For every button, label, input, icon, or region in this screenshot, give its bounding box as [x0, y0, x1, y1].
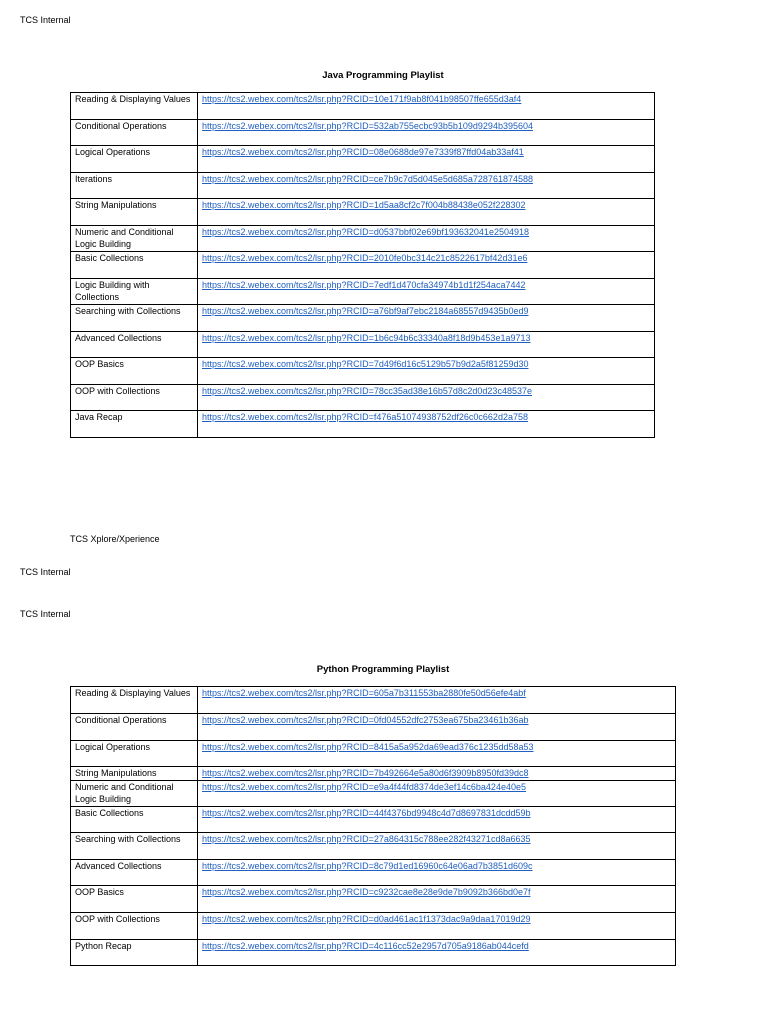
- topic-cell: Logical Operations: [71, 146, 198, 173]
- link-cell: [198, 278, 655, 305]
- table-row: [71, 199, 655, 226]
- link-cell: [198, 252, 655, 279]
- recording-link[interactable]: https://tcs2.webex.com/tcs2/lsr.php?RCID=e9a4f44fd8374de3ef14c6ba424e40e5: [202, 782, 526, 792]
- topic-cell: Advanced Collections: [71, 331, 198, 358]
- topic-cell: Reading & Displaying Values: [71, 93, 198, 120]
- recording-link[interactable]: https://tcs2.webex.com/tcs2/lsr.php?RCID=8415a5a952da69ead376c1235dd58a53: [202, 742, 534, 752]
- table-row: [71, 807, 676, 833]
- footer-internal-label: TCS Internal: [20, 567, 71, 577]
- link-cell: [198, 886, 676, 913]
- link-cell: [198, 119, 655, 146]
- python-playlist-table: [70, 686, 676, 966]
- recording-link[interactable]: https://tcs2.webex.com/tcs2/lsr.php?RCID=7edf1d470cfa34974b1d1f254aca7442: [202, 279, 526, 290]
- topic-cell: OOP with Collections: [71, 913, 198, 940]
- link-cell: [198, 172, 655, 199]
- table-row: [71, 358, 655, 385]
- java-playlist-title: Java Programming Playlist: [322, 70, 444, 81]
- recording-link[interactable]: https://tcs2.webex.com/tcs2/lsr.php?RCID=1b6c94b6c33340a8f18d9b453e1a9713: [202, 332, 531, 343]
- link-cell: [198, 807, 676, 833]
- link-cell: [198, 714, 676, 741]
- recording-link[interactable]: https://tcs2.webex.com/tcs2/lsr.php?RCID=27a864315c788ee282f43271cd8a6635: [202, 834, 531, 844]
- recording-link[interactable]: https://tcs2.webex.com/tcs2/lsr.php?RCID=8c79d1ed16960c64e06ad7b3851d609c: [202, 861, 533, 871]
- topic-cell: Basic Collections: [71, 807, 198, 833]
- table-row: [71, 172, 655, 199]
- recording-link[interactable]: https://tcs2.webex.com/tcs2/lsr.php?RCID=f476a51074938752df26c0c662d2a758: [202, 412, 528, 422]
- recording-link[interactable]: https://tcs2.webex.com/tcs2/lsr.php?RCID=4c116cc52e2957d705a9186ab044cefd: [202, 941, 529, 951]
- link-cell: [198, 767, 676, 781]
- recording-link[interactable]: https://tcs2.webex.com/tcs2/lsr.php?RCID=7d49f6d16c5129b57b9d2a5f81259d30: [202, 359, 529, 369]
- link-cell: [198, 860, 676, 886]
- topic-cell: Numeric and Conditional Logic Building: [71, 781, 198, 807]
- topic-cell: Advanced Collections: [71, 860, 198, 886]
- table-row: [71, 687, 676, 714]
- table-row: [71, 252, 655, 279]
- recording-link[interactable]: https://tcs2.webex.com/tcs2/lsr.php?RCID=d0537bbf02e69bf193632041e2504918: [202, 226, 529, 237]
- table-row: [71, 741, 676, 767]
- recording-link[interactable]: https://tcs2.webex.com/tcs2/lsr.php?RCID=10e171f9ab8f041b98507ffe655d3af4: [202, 94, 522, 104]
- table-row: [71, 860, 676, 886]
- table-row: [71, 833, 676, 860]
- table-row: [71, 886, 676, 913]
- recording-link[interactable]: https://tcs2.webex.com/tcs2/lsr.php?RCID=08e0688de97e7339f87ffd04ab33af41: [202, 147, 524, 157]
- recording-link[interactable]: https://tcs2.webex.com/tcs2/lsr.php?RCID=2010fe0bc314c21c8522617bf42d31e6: [202, 253, 528, 263]
- top-internal-label: TCS Internal: [20, 15, 71, 25]
- table-row: [71, 384, 655, 411]
- link-cell: [198, 93, 655, 120]
- topic-cell: Conditional Operations: [71, 119, 198, 146]
- link-cell: [198, 833, 676, 860]
- link-cell: [198, 940, 676, 966]
- recording-link[interactable]: https://tcs2.webex.com/tcs2/lsr.php?RCID=7b492664e5a80d6f3909b8950fd39dc8: [202, 768, 529, 778]
- table-row: [71, 411, 655, 438]
- topic-cell: Basic Collections: [71, 252, 198, 279]
- recording-link[interactable]: https://tcs2.webex.com/tcs2/lsr.php?RCID=a76bf9af7ebc2184a68557d9435b0ed9: [202, 306, 529, 316]
- recording-link[interactable]: https://tcs2.webex.com/tcs2/lsr.php?RCID=d0ad461ac1f1373dac9a9daa17019d29: [202, 914, 531, 924]
- topic-cell: Numeric and Conditional Logic Building: [71, 225, 198, 252]
- link-cell: [198, 146, 655, 173]
- link-cell: [198, 331, 655, 358]
- table-row: [71, 305, 655, 332]
- link-cell: [198, 411, 655, 438]
- topic-cell: String Manipulations: [71, 199, 198, 226]
- topic-cell: Reading & Displaying Values: [71, 687, 198, 714]
- table-row: [71, 940, 676, 966]
- topic-cell: OOP Basics: [71, 886, 198, 913]
- table-row: [71, 146, 655, 173]
- table-row: [71, 93, 655, 120]
- link-cell: [198, 225, 655, 252]
- table-row: [71, 714, 676, 741]
- topic-cell: Searching with Collections: [71, 833, 198, 860]
- python-playlist-body: [71, 687, 676, 966]
- recording-link[interactable]: https://tcs2.webex.com/tcs2/lsr.php?RCID=ce7b9c7d5d045e5d685a728761874588: [202, 173, 533, 184]
- recording-link[interactable]: https://tcs2.webex.com/tcs2/lsr.php?RCID=0fd04552dfc2753ea675ba23461b36ab: [202, 715, 529, 725]
- link-cell: [198, 305, 655, 332]
- table-row: [71, 767, 676, 781]
- recording-link[interactable]: https://tcs2.webex.com/tcs2/lsr.php?RCID=532ab755ecbc93b5b109d9294b395604: [202, 120, 533, 131]
- link-cell: [198, 358, 655, 385]
- topic-cell: Logic Building with Collections: [71, 278, 198, 305]
- link-cell: [198, 741, 676, 767]
- table-row: [71, 913, 676, 940]
- second-page-internal-label: TCS Internal: [20, 609, 71, 619]
- topic-cell: Iterations: [71, 172, 198, 199]
- table-row: [71, 225, 655, 252]
- table-row: [71, 119, 655, 146]
- java-playlist-table: [70, 92, 655, 438]
- recording-link[interactable]: https://tcs2.webex.com/tcs2/lsr.php?RCID=c9232cae8e28e9de7b9092b366bd0e7f: [202, 887, 531, 897]
- topic-cell: Java Recap: [71, 411, 198, 438]
- link-cell: [198, 199, 655, 226]
- java-playlist-body: [71, 93, 655, 438]
- table-row: [71, 331, 655, 358]
- python-playlist-title: Python Programming Playlist: [316, 664, 450, 675]
- topic-cell: OOP with Collections: [71, 384, 198, 411]
- topic-cell: Logical Operations: [71, 741, 198, 767]
- topic-cell: String Manipulations: [71, 767, 198, 781]
- link-cell: [198, 384, 655, 411]
- recording-link[interactable]: https://tcs2.webex.com/tcs2/lsr.php?RCID=1d5aa8cf2c7f004b88438e052f228302: [202, 200, 526, 210]
- recording-link[interactable]: https://tcs2.webex.com/tcs2/lsr.php?RCID=44f4376bd9948c4d7d8697831dcdd59b: [202, 808, 531, 818]
- topic-cell: Python Recap: [71, 940, 198, 966]
- recording-link[interactable]: https://tcs2.webex.com/tcs2/lsr.php?RCID=78cc35ad38e16b57d8c2d0d23c48537e: [202, 385, 532, 396]
- topic-cell: OOP Basics: [71, 358, 198, 385]
- topic-cell: Searching with Collections: [71, 305, 198, 332]
- footer-note: TCS Xplore/Xperience: [70, 534, 160, 544]
- link-cell: [198, 913, 676, 940]
- topic-cell: Conditional Operations: [71, 714, 198, 741]
- link-cell: [198, 781, 676, 807]
- table-row: [71, 781, 676, 807]
- table-row: [71, 278, 655, 305]
- link-cell: [198, 687, 676, 714]
- recording-link[interactable]: https://tcs2.webex.com/tcs2/lsr.php?RCID=605a7b311553ba2880fe50d56efe4abf: [202, 688, 526, 698]
